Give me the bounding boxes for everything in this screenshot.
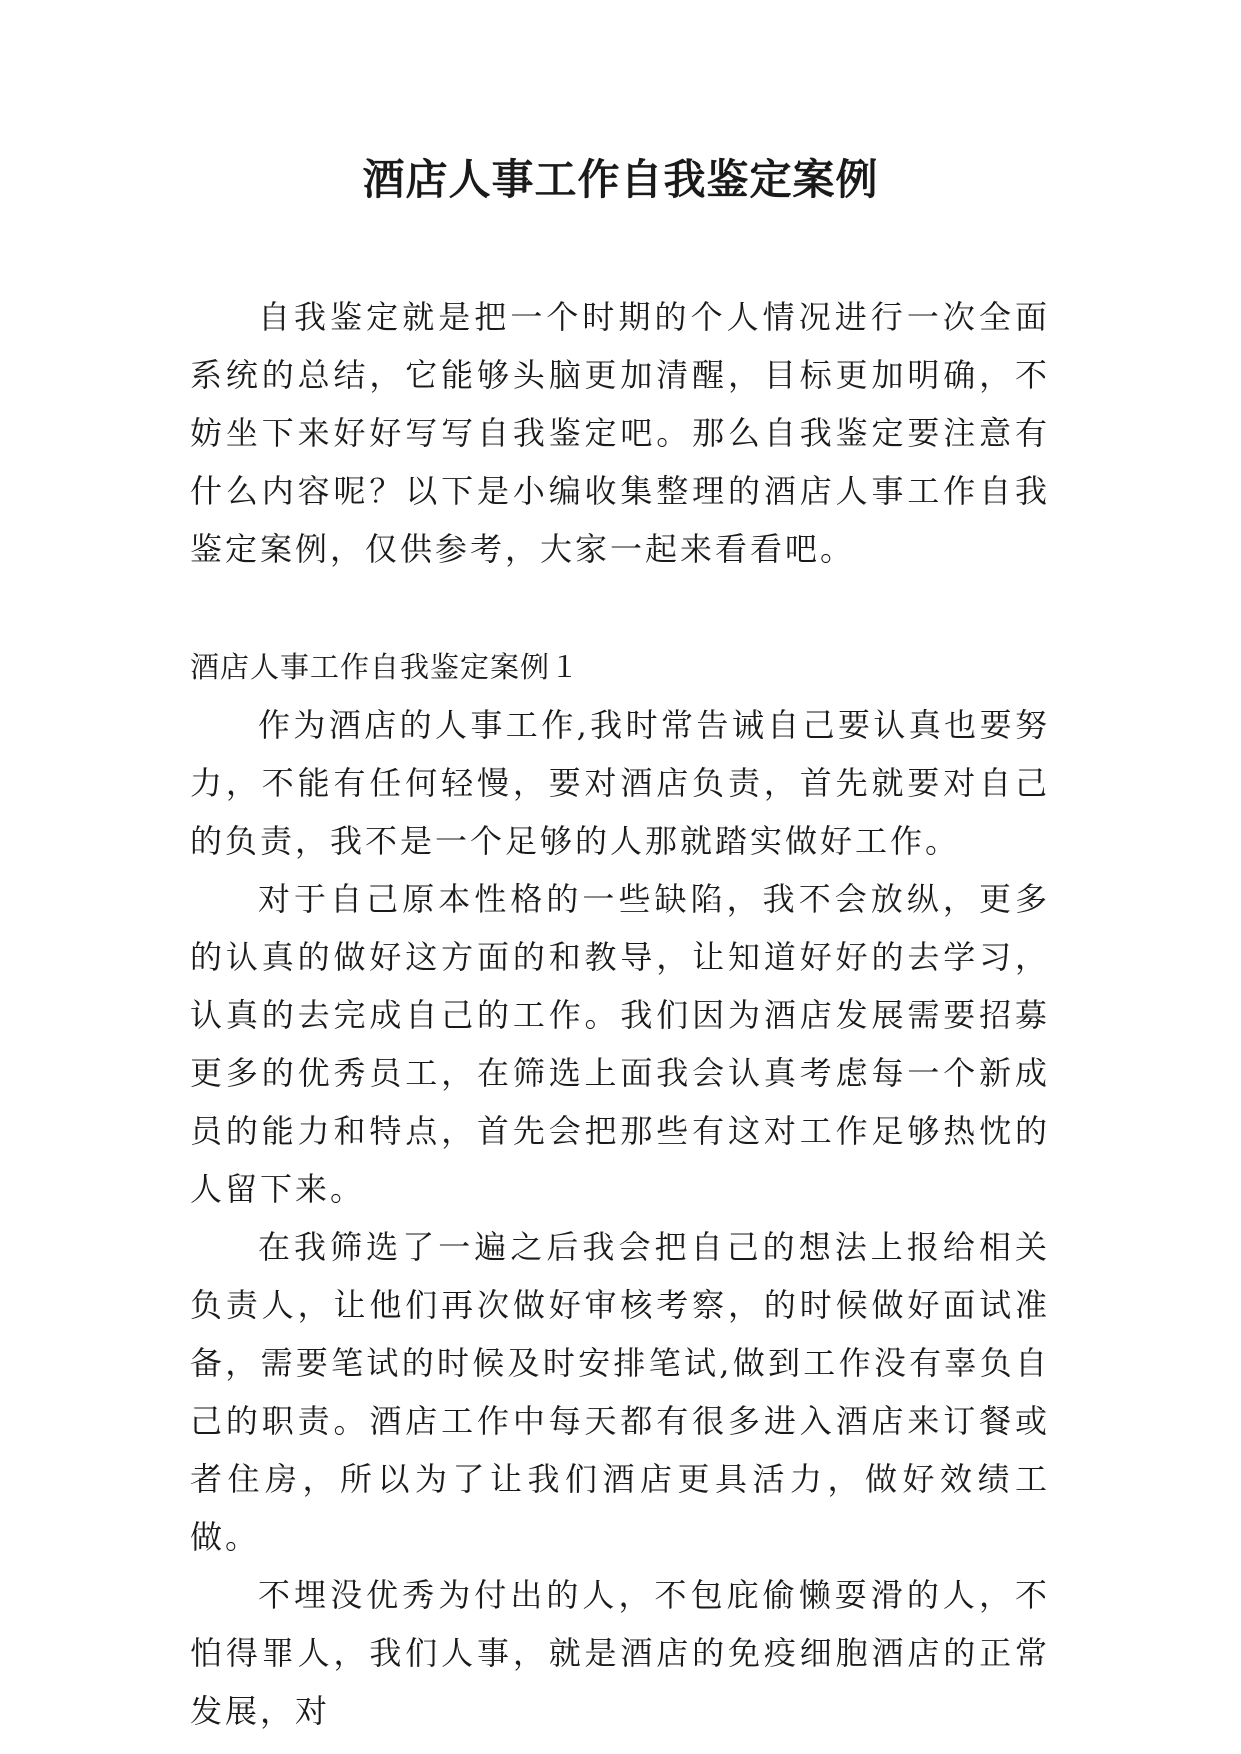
intro-paragraph: 自我鉴定就是把一个时期的个人情况进行一次全面系统的总结，它能够头脑更加清醒，目标更加明确，不妨坐下来好好写写自我鉴定吧。那么自我鉴定要注意有什么内容呢？以下是小编收集整理的酒店人事工作自我鉴定案例，仅供参考，大家一起来看看吧。 <box>190 298 1050 568</box>
body-paragraph-1: 作为酒店的人事工作,我时常告诫自己要认真也要努力，不能有任何轻慢，要对酒店负责，首先就要对自己的负责，我不是一个足够的人那就踏实做好工作。 <box>190 706 1050 860</box>
body-paragraph-2: 对于自己原本性格的一些缺陷，我不会放纵，更多的认真的做好这方面的和教导，让知道好好的去学习，认真的去完成自己的工作。我们因为酒店发展需要招募更多的优秀员工，在筛选上面我会认真考虑每一个新成员的能力和特点，首先会把那些有这对工作足够热忱的人留下来。 <box>190 880 1050 1208</box>
section-heading: 酒店人事工作自我鉴定案例１ <box>190 650 581 684</box>
body-paragraph-4: 不埋没优秀为付出的人，不包庇偷懒耍滑的人，不怕得罪人，我们人事，就是酒店的免疫细胞酒店的正常发展，对 <box>190 1576 1050 1730</box>
body-paragraph-3: 在我筛选了一遍之后我会把自己的想法上报给相关负责人，让他们再次做好审核考察，的时候做好面试准备，需要笔试的时候及时安排笔试,做到工作没有辜负自己的职责。酒店工作中每天都有很多进入酒店来订餐或者住房，所以为了让我们酒店更具活力，做好效绩工做。 <box>190 1228 1050 1556</box>
document-title: 酒店人事工作自我鉴定案例 <box>362 155 879 204</box>
document-body <box>190 288 1050 1740</box>
